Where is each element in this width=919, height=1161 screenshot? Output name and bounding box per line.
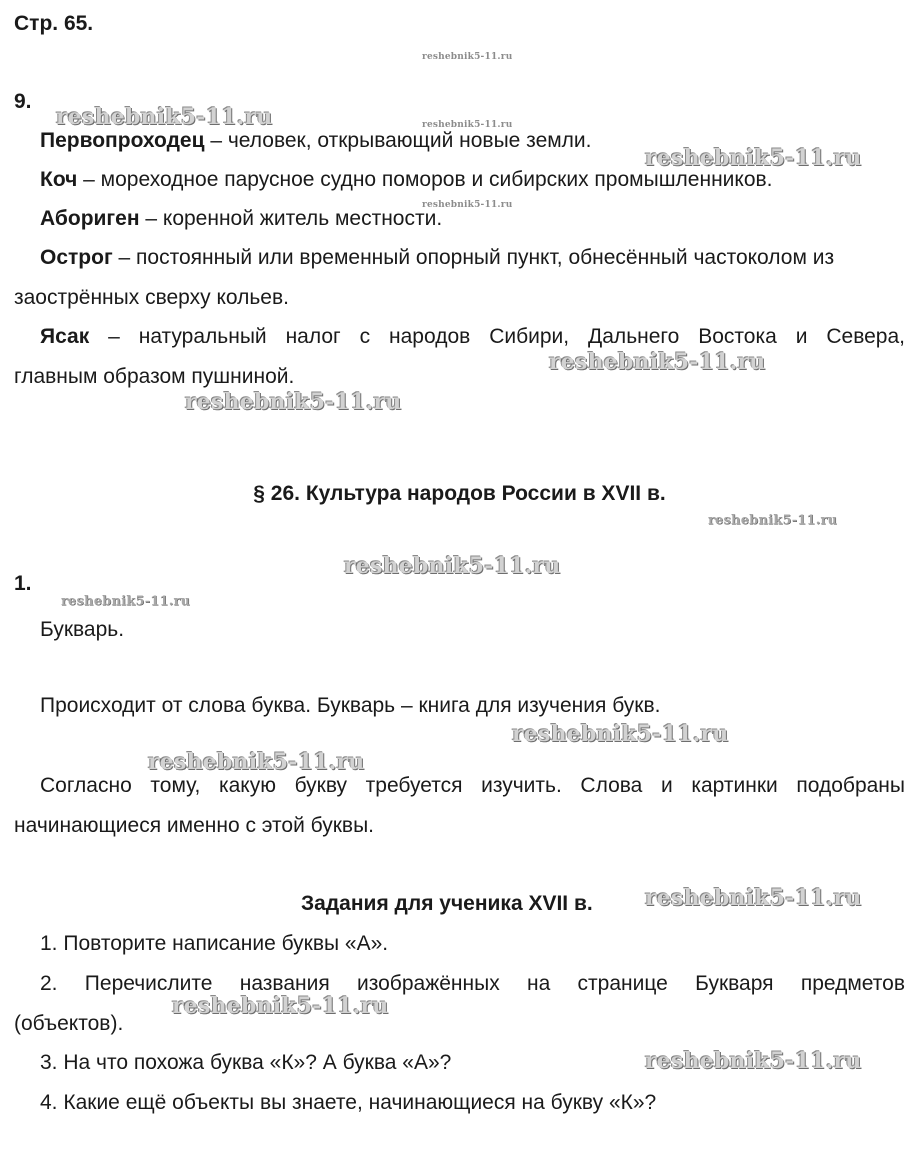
watermark: reshebnik5-11.ru [344,553,561,579]
term-definition: – мореходное парусное судно поморов и сибирских промышленников. [77,168,773,191]
term-definition: – человек, открывающий новые земли. [204,129,592,152]
student-task-item: 3. На что похожа буква «К»? А буква «А»? [40,1051,452,1074]
student-task-item: 1. Повторите написание буквы «А». [40,932,389,955]
page-label: Стр. 65. [14,12,94,35]
term-koch [40,168,773,192]
watermark: reshebnik5-11.ru [549,349,766,375]
term-aborigen [40,207,442,231]
term-ostrog-continuation: заострённых сверху кольев. [14,286,289,309]
term-pervoprokhodets [40,129,592,153]
term-definition: – коренной житель местности. [139,207,443,230]
answer-explanation-continuation: начинающиеся именно с этой буквы. [14,814,375,837]
answer-bukvar: Букварь. [40,618,125,641]
answer-explanation: Согласно тому, какую букву требуется изучить. Слова и картинки подобраны [40,774,905,797]
student-task-item-continuation: (объектов). [14,1012,124,1035]
term-definition: – постоянный или временный опорный пункт, обнесённый частоколом из [112,246,835,269]
term-label: Коч [40,168,78,191]
watermark: reshebnik5-11.ru [148,749,365,775]
watermark: reshebnik5-11.ru [645,885,862,911]
student-task-item: 4. Какие ещё объекты вы знаете, начинающиеся на букву «К»? [40,1091,657,1114]
answer-origin: Происходит от слова буква. Букварь – книга для изучения букв. [40,694,661,717]
watermark: reshebnik5-11.ru [185,389,402,415]
term-yasak [40,325,905,349]
term-label: Острог [40,246,113,269]
term-label: Ясак [40,325,90,348]
section-title: § 26. Культура народов России в XVII в. [253,482,666,505]
watermark: reshebnik5-11.ru [645,1048,862,1074]
task-1-number: 1. [14,572,32,595]
watermark: reshebnik5-11.ru [172,993,389,1019]
student-task-item: 2. Перечислите названия изображённых на странице Букваря предметов [40,972,905,995]
watermark: reshebnik5-11.ru [422,200,513,210]
watermark: reshebnik5-11.ru [645,145,862,171]
term-yasak-continuation: главным образом пушниной. [14,365,295,388]
watermark: reshebnik5-11.ru [56,104,273,130]
term-label: Абориген [40,207,140,230]
term-label: Первопроходец [40,129,205,152]
watermark: reshebnik5-11.ru [512,721,729,747]
watermark: reshebnik5-11.ru [422,120,513,130]
watermark: reshebnik5-11.ru [708,513,838,528]
student-tasks-title: Задания для ученика XVII в. [301,892,593,915]
watermark: reshebnik5-11.ru [422,52,513,62]
watermark: reshebnik5-11.ru [61,594,191,609]
task-9-number: 9. [14,90,32,113]
term-ostrog [40,246,834,270]
term-definition: – натуральный налог с народов Сибири, Дальнего Востока и Севера, [89,325,905,348]
